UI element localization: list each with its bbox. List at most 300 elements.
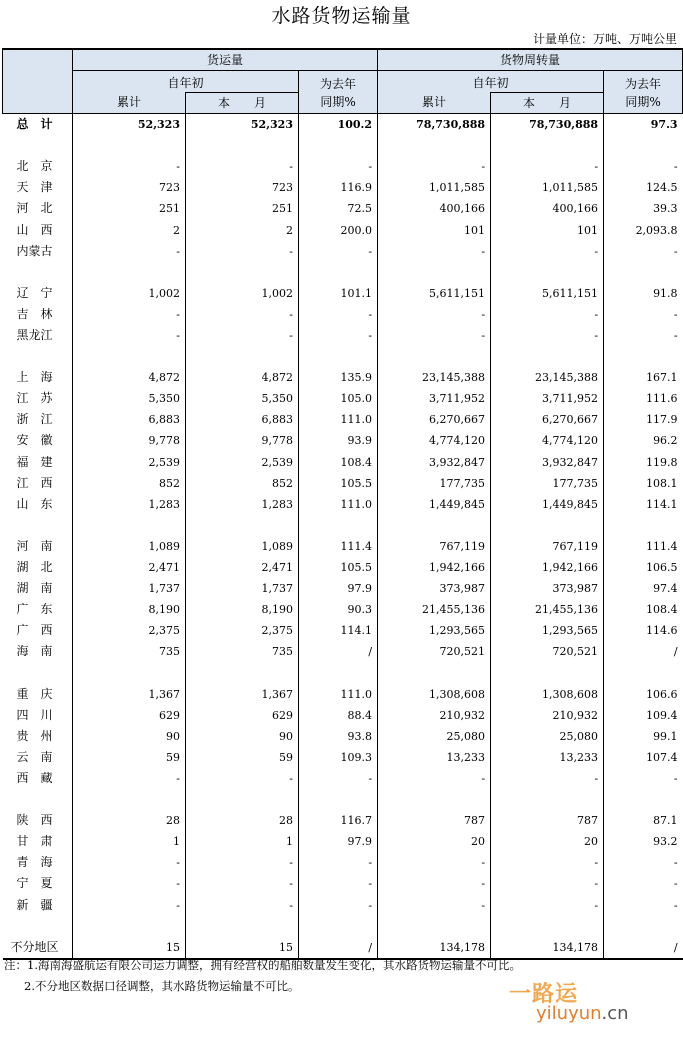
freight-ytd-cell: - bbox=[73, 768, 186, 789]
table-row bbox=[3, 831, 683, 852]
turnover-month-cell: 134,178 bbox=[491, 937, 604, 959]
turnover-month-cell: 3,932,847 bbox=[491, 452, 604, 473]
turnover-month-cell: 1,449,845 bbox=[491, 494, 604, 515]
turnover-month-cell: 13,233 bbox=[491, 747, 604, 768]
spacer-cell bbox=[186, 789, 299, 810]
turnover-ytd-cell: 25,080 bbox=[378, 726, 491, 747]
freight-month-cell: - bbox=[186, 304, 299, 325]
table-row bbox=[3, 852, 683, 873]
turnover-yoy-cell: 114.1 bbox=[604, 494, 683, 515]
freight-ytd-cell: 1,367 bbox=[73, 684, 186, 705]
watermark-domain bbox=[536, 1003, 629, 1024]
freight-ytd-cell: - bbox=[73, 873, 186, 894]
freight-yoy-cell: 105.5 bbox=[299, 557, 378, 578]
table-row bbox=[3, 684, 683, 705]
table-row bbox=[3, 705, 683, 726]
turnover-yoy-cell: 106.6 bbox=[604, 684, 683, 705]
freight-month-cell: 1,089 bbox=[186, 536, 299, 557]
region-cell: 湖 北 bbox=[16, 560, 53, 575]
spacer-cell bbox=[73, 789, 186, 810]
turnover-month-header: 本 月 bbox=[491, 93, 604, 114]
freight-yoy-cell: 111.0 bbox=[299, 409, 378, 430]
turnover-yoy-cell: 108.4 bbox=[604, 599, 683, 620]
spacer-cell bbox=[378, 262, 491, 283]
freight-month-cell: - bbox=[186, 894, 299, 915]
spacer-cell bbox=[186, 515, 299, 536]
spacer-cell bbox=[73, 916, 186, 937]
freight-yoy-cell: - bbox=[299, 894, 378, 915]
spacer-cell bbox=[299, 135, 378, 156]
spacer-cell bbox=[3, 916, 73, 937]
region-cell: 福 建 bbox=[16, 454, 53, 469]
region-cell: 天 津 bbox=[16, 180, 53, 195]
freight-month-cell: 52,323 bbox=[186, 114, 299, 136]
spacer-cell bbox=[604, 135, 683, 156]
page-title: 水路货物运输量 bbox=[271, 5, 412, 27]
spacer-cell bbox=[491, 135, 604, 156]
region-cell: 内蒙古 bbox=[16, 243, 53, 258]
turnover-yoy-cell: - bbox=[604, 894, 683, 915]
freight-month-cell: 629 bbox=[186, 705, 299, 726]
freight-month-cell: 59 bbox=[186, 747, 299, 768]
freight-ytd-cell: 1,089 bbox=[73, 536, 186, 557]
freight-ytd-cell: 5,350 bbox=[73, 388, 186, 409]
freight-month-cell: 4,872 bbox=[186, 367, 299, 388]
freight-month-cell: - bbox=[186, 241, 299, 262]
spacer-cell bbox=[73, 346, 186, 367]
table-row bbox=[3, 810, 683, 831]
turnover-ytd-cell: 21,455,136 bbox=[378, 599, 491, 620]
freight-yoy-cell: 105.0 bbox=[299, 388, 378, 409]
turnover-ytd-cell: 6,270,667 bbox=[378, 409, 491, 430]
turnover-yoy-cell: - bbox=[604, 304, 683, 325]
turnover-yoy-cell: 114.6 bbox=[604, 620, 683, 641]
turnover-month-cell: 210,932 bbox=[491, 705, 604, 726]
freight-yoy-cell: 200.0 bbox=[299, 219, 378, 240]
freight-yoy-cell: - bbox=[299, 852, 378, 873]
freight-month-cell: 735 bbox=[186, 641, 299, 662]
unit-label: 计量单位：万吨、万吨公里 bbox=[532, 32, 677, 46]
region-cell: 山 西 bbox=[16, 222, 53, 237]
freight-ytd-cell: 9,778 bbox=[73, 430, 186, 451]
freight-yoy-cell: - bbox=[299, 325, 378, 346]
table-row bbox=[3, 557, 683, 578]
freight-yoy-cell: - bbox=[299, 241, 378, 262]
turnover-yoy-cell: - bbox=[604, 873, 683, 894]
spacer-cell bbox=[73, 515, 186, 536]
turnover-yoy-cell: 39.3 bbox=[604, 198, 683, 219]
freight-yoy-cell: 105.5 bbox=[299, 473, 378, 494]
turnover-month-cell: 4,774,120 bbox=[491, 430, 604, 451]
freight-ytd-cell: - bbox=[73, 894, 186, 915]
freight-yoy-cell: 72.5 bbox=[299, 198, 378, 219]
freight-table bbox=[2, 48, 683, 960]
freight-yoy-cell: 88.4 bbox=[299, 705, 378, 726]
spacer-cell bbox=[378, 662, 491, 683]
turnover-month-cell: 1,011,585 bbox=[491, 177, 604, 198]
turnover-ytd-cell: - bbox=[378, 894, 491, 915]
spacer-cell bbox=[299, 262, 378, 283]
table-row bbox=[3, 325, 683, 346]
turnover-ytd-cell: 720,521 bbox=[378, 641, 491, 662]
turnover-month-cell: - bbox=[491, 241, 604, 262]
turnover-month-cell: - bbox=[491, 852, 604, 873]
region-cell: 山 东 bbox=[16, 496, 53, 511]
turnover-ytd-cell: - bbox=[378, 768, 491, 789]
table-row bbox=[3, 388, 683, 409]
spacer-cell bbox=[491, 515, 604, 536]
freight-ytd-cell: 4,872 bbox=[73, 367, 186, 388]
turnover-ytd-cell: 20 bbox=[378, 831, 491, 852]
region-cell: 浙 江 bbox=[16, 412, 53, 427]
freight-month-cell: 2,375 bbox=[186, 620, 299, 641]
freight-month-cell: 251 bbox=[186, 198, 299, 219]
turnover-month-cell: 787 bbox=[491, 810, 604, 831]
freight-month-cell: 723 bbox=[186, 177, 299, 198]
freight-ytd-cell: 251 bbox=[73, 198, 186, 219]
turnover-yoy-cell: / bbox=[604, 937, 683, 959]
spacer-row bbox=[3, 515, 683, 536]
freight-yoy-cell: 97.9 bbox=[299, 831, 378, 852]
watermark-domain-main: yiluyun bbox=[536, 1003, 602, 1024]
turnover-month-cell: 78,730,888 bbox=[491, 114, 604, 136]
watermark-brand: 一路运 bbox=[509, 982, 579, 1007]
turnover-yoy-cell: 108.1 bbox=[604, 473, 683, 494]
table-row bbox=[3, 473, 683, 494]
region-cell: 安 徽 bbox=[16, 433, 53, 448]
region-cell: 云 南 bbox=[16, 749, 53, 764]
freight-month-cell: 1,737 bbox=[186, 578, 299, 599]
turnover-ytd-cell: 1,942,166 bbox=[378, 557, 491, 578]
turnover-yoy-cell: - bbox=[604, 241, 683, 262]
turnover-month-cell: - bbox=[491, 304, 604, 325]
freight-yoy-cell: 135.9 bbox=[299, 367, 378, 388]
freight-month-cell: 1,002 bbox=[186, 283, 299, 304]
watermark-domain-suffix: .cn bbox=[601, 1003, 629, 1024]
region-cell: 重 庆 bbox=[16, 686, 53, 701]
freight-yoy-cell: - bbox=[299, 304, 378, 325]
turnover-yoy-cell: 111.4 bbox=[604, 536, 683, 557]
freight-ytd-cell: 1,002 bbox=[73, 283, 186, 304]
freight-month-cell: 6,883 bbox=[186, 409, 299, 430]
freight-yoy-cell: / bbox=[299, 641, 378, 662]
region-cell: 江 西 bbox=[16, 475, 53, 490]
spacer-cell bbox=[186, 662, 299, 683]
freight-yoy-cell: 101.1 bbox=[299, 283, 378, 304]
region-header-cell bbox=[3, 49, 73, 114]
turnover-month-cell: - bbox=[491, 873, 604, 894]
freight-month-header: 本 月 bbox=[186, 93, 299, 114]
table-row bbox=[3, 367, 683, 388]
freight-month-cell: 90 bbox=[186, 726, 299, 747]
freight-ytd-cell: 2,471 bbox=[73, 557, 186, 578]
turnover-ytd-cell: 787 bbox=[378, 810, 491, 831]
spacer-cell bbox=[73, 262, 186, 283]
turnover-month-cell: 720,521 bbox=[491, 641, 604, 662]
spacer-cell bbox=[491, 262, 604, 283]
spacer-cell bbox=[491, 916, 604, 937]
spacer-cell bbox=[299, 662, 378, 683]
turnover-month-cell: 20 bbox=[491, 831, 604, 852]
freight-yoy-cell: - bbox=[299, 768, 378, 789]
turnover-month-cell: - bbox=[491, 325, 604, 346]
region-cell: 总 计 bbox=[3, 114, 73, 136]
spacer-cell bbox=[378, 135, 491, 156]
spacer-cell bbox=[378, 346, 491, 367]
table-body bbox=[3, 114, 683, 959]
region-cell: 西 藏 bbox=[16, 770, 53, 785]
turnover-month-cell: 177,735 bbox=[491, 473, 604, 494]
freight-ytd-cell: - bbox=[73, 852, 186, 873]
turnover-month-cell: 373,987 bbox=[491, 578, 604, 599]
table-row bbox=[3, 726, 683, 747]
turnover-yoy-header-top: 为去年 bbox=[604, 71, 683, 93]
table-row bbox=[3, 452, 683, 473]
freight-ytd-cell: 735 bbox=[73, 641, 186, 662]
freight-yoy-cell: 93.9 bbox=[299, 430, 378, 451]
footnotes bbox=[4, 955, 521, 997]
freight-ytd-cell: 2,375 bbox=[73, 620, 186, 641]
freight-month-cell: - bbox=[186, 156, 299, 177]
turnover-ytd-header: 自年初 bbox=[378, 71, 604, 93]
turnover-ytd-cell: 3,711,952 bbox=[378, 388, 491, 409]
spacer-cell bbox=[299, 916, 378, 937]
region-cell: 四 川 bbox=[16, 707, 53, 722]
spacer-cell bbox=[3, 346, 73, 367]
turnover-ytd-cell: 78,730,888 bbox=[378, 114, 491, 136]
turnover-ytd-cell: 1,293,565 bbox=[378, 620, 491, 641]
spacer-cell bbox=[3, 262, 73, 283]
freight-ytd-header: 自年初 bbox=[73, 71, 299, 93]
freight-yoy-header-top: 为去年 bbox=[299, 71, 378, 93]
turnover-yoy-cell: - bbox=[604, 852, 683, 873]
freight-ytd-cell: 8,190 bbox=[73, 599, 186, 620]
table-row bbox=[3, 494, 683, 515]
table-row bbox=[3, 156, 683, 177]
turnover-month-cell: - bbox=[491, 768, 604, 789]
freight-ytd-cell: 52,323 bbox=[73, 114, 186, 136]
freight-yoy-cell: 93.8 bbox=[299, 726, 378, 747]
freight-yoy-header-bottom: 同期% bbox=[299, 93, 378, 114]
freight-group-header: 货运量 bbox=[73, 49, 378, 71]
freight-ytd-cell: 723 bbox=[73, 177, 186, 198]
spacer-cell bbox=[299, 346, 378, 367]
spacer-cell bbox=[186, 346, 299, 367]
turnover-yoy-cell: 99.1 bbox=[604, 726, 683, 747]
freight-ytd-cell: 15 bbox=[73, 937, 186, 959]
freight-cumulative-header: 累计 bbox=[73, 93, 186, 114]
spacer-cell bbox=[604, 662, 683, 683]
table-row bbox=[3, 409, 683, 430]
turnover-ytd-cell: 1,308,608 bbox=[378, 684, 491, 705]
turnover-month-cell: 23,145,388 bbox=[491, 367, 604, 388]
freight-yoy-cell: 90.3 bbox=[299, 599, 378, 620]
freight-yoy-cell: 111.0 bbox=[299, 494, 378, 515]
turnover-yoy-cell: 109.4 bbox=[604, 705, 683, 726]
turnover-ytd-cell: 134,178 bbox=[378, 937, 491, 959]
turnover-yoy-cell: 111.6 bbox=[604, 388, 683, 409]
footnote-2: 2.不分地区数据口径调整，其水路货物运输量不可比。 bbox=[24, 979, 300, 993]
region-cell: 青 海 bbox=[16, 855, 53, 870]
turnover-yoy-cell: 106.5 bbox=[604, 557, 683, 578]
turnover-yoy-cell: 167.1 bbox=[604, 367, 683, 388]
turnover-yoy-cell: 2,093.8 bbox=[604, 219, 683, 240]
region-cell: 甘 肃 bbox=[16, 834, 53, 849]
freight-yoy-cell: - bbox=[299, 873, 378, 894]
turnover-yoy-cell: 119.8 bbox=[604, 452, 683, 473]
freight-month-cell: 15 bbox=[186, 937, 299, 959]
turnover-ytd-cell: 23,145,388 bbox=[378, 367, 491, 388]
freight-ytd-cell: - bbox=[73, 241, 186, 262]
region-cell: 陕 西 bbox=[16, 813, 53, 828]
turnover-ytd-cell: 3,932,847 bbox=[378, 452, 491, 473]
spacer-cell bbox=[491, 789, 604, 810]
turnover-month-cell: 21,455,136 bbox=[491, 599, 604, 620]
freight-month-cell: 2,539 bbox=[186, 452, 299, 473]
spacer-row bbox=[3, 135, 683, 156]
freight-month-cell: - bbox=[186, 325, 299, 346]
spacer-cell bbox=[186, 916, 299, 937]
turnover-ytd-cell: 5,611,151 bbox=[378, 283, 491, 304]
turnover-month-cell: 767,119 bbox=[491, 536, 604, 557]
region-cell: 吉 林 bbox=[16, 306, 53, 321]
turnover-month-cell: 6,270,667 bbox=[491, 409, 604, 430]
region-cell: 海 南 bbox=[16, 644, 53, 659]
region-cell: 河 北 bbox=[16, 201, 53, 216]
spacer-row bbox=[3, 262, 683, 283]
turnover-yoy-cell: 91.8 bbox=[604, 283, 683, 304]
freight-ytd-cell: 2 bbox=[73, 219, 186, 240]
turnover-yoy-cell: 107.4 bbox=[604, 747, 683, 768]
region-cell: 不分地区 bbox=[3, 937, 73, 959]
spacer-cell bbox=[378, 916, 491, 937]
region-cell: 黑龙江 bbox=[16, 327, 53, 342]
freight-month-cell: - bbox=[186, 768, 299, 789]
table-row bbox=[3, 620, 683, 641]
freight-month-cell: 8,190 bbox=[186, 599, 299, 620]
region-cell: 北 京 bbox=[16, 159, 53, 174]
table-row bbox=[3, 304, 683, 325]
turnover-yoy-cell: 97.3 bbox=[604, 114, 683, 136]
table-row bbox=[3, 283, 683, 304]
spacer-cell bbox=[73, 135, 186, 156]
spacer-cell bbox=[378, 515, 491, 536]
freight-ytd-cell: 1,737 bbox=[73, 578, 186, 599]
spacer-cell bbox=[491, 346, 604, 367]
spacer-cell bbox=[378, 789, 491, 810]
turnover-month-cell: 5,611,151 bbox=[491, 283, 604, 304]
table-row bbox=[3, 599, 683, 620]
turnover-yoy-cell: - bbox=[604, 156, 683, 177]
turnover-group-header: 货物周转量 bbox=[378, 49, 683, 71]
freight-yoy-cell: - bbox=[299, 156, 378, 177]
spacer-cell bbox=[186, 262, 299, 283]
freight-ytd-cell: 852 bbox=[73, 473, 186, 494]
table-row bbox=[3, 578, 683, 599]
region-cell: 新 疆 bbox=[16, 897, 53, 912]
turnover-month-cell: 3,711,952 bbox=[491, 388, 604, 409]
freight-yoy-cell: 97.9 bbox=[299, 578, 378, 599]
turnover-month-cell: - bbox=[491, 894, 604, 915]
region-cell: 广 西 bbox=[16, 623, 53, 638]
freight-ytd-cell: 28 bbox=[73, 810, 186, 831]
table-row bbox=[3, 768, 683, 789]
spacer-row bbox=[3, 916, 683, 937]
turnover-yoy-cell: 117.9 bbox=[604, 409, 683, 430]
table-row bbox=[3, 894, 683, 915]
region-cell: 江 苏 bbox=[16, 391, 53, 406]
table-row bbox=[3, 430, 683, 451]
turnover-ytd-cell: - bbox=[378, 873, 491, 894]
turnover-ytd-cell: 373,987 bbox=[378, 578, 491, 599]
turnover-month-cell: 400,166 bbox=[491, 198, 604, 219]
spacer-cell bbox=[186, 135, 299, 156]
turnover-month-cell: 1,942,166 bbox=[491, 557, 604, 578]
spacer-cell bbox=[604, 515, 683, 536]
freight-yoy-cell: 116.7 bbox=[299, 810, 378, 831]
spacer-cell bbox=[604, 346, 683, 367]
freight-ytd-cell: 629 bbox=[73, 705, 186, 726]
spacer-row bbox=[3, 789, 683, 810]
table-row bbox=[3, 873, 683, 894]
spacer-cell bbox=[3, 789, 73, 810]
turnover-ytd-cell: - bbox=[378, 852, 491, 873]
spacer-cell bbox=[299, 515, 378, 536]
turnover-ytd-cell: 4,774,120 bbox=[378, 430, 491, 451]
turnover-ytd-cell: - bbox=[378, 156, 491, 177]
table-row bbox=[3, 747, 683, 768]
turnover-ytd-cell: 13,233 bbox=[378, 747, 491, 768]
turnover-ytd-cell: 1,449,845 bbox=[378, 494, 491, 515]
freight-yoy-cell: 111.4 bbox=[299, 536, 378, 557]
spacer-cell bbox=[3, 662, 73, 683]
turnover-ytd-cell: 767,119 bbox=[378, 536, 491, 557]
turnover-month-cell: - bbox=[491, 156, 604, 177]
spacer-row bbox=[3, 662, 683, 683]
turnover-month-cell: 1,308,608 bbox=[491, 684, 604, 705]
region-cell: 广 东 bbox=[16, 602, 53, 617]
freight-yoy-cell: 109.3 bbox=[299, 747, 378, 768]
table-row bbox=[3, 198, 683, 219]
turnover-yoy-cell: - bbox=[604, 768, 683, 789]
turnover-yoy-header-bottom: 同期% bbox=[604, 93, 683, 114]
table-row bbox=[3, 536, 683, 557]
spacer-cell bbox=[299, 789, 378, 810]
region-cell: 辽 宁 bbox=[16, 285, 53, 300]
freight-month-cell: 2,471 bbox=[186, 557, 299, 578]
freight-ytd-cell: 2,539 bbox=[73, 452, 186, 473]
turnover-ytd-cell: 400,166 bbox=[378, 198, 491, 219]
spacer-cell bbox=[604, 262, 683, 283]
turnover-ytd-cell: - bbox=[378, 304, 491, 325]
freight-yoy-cell: 114.1 bbox=[299, 620, 378, 641]
freight-month-cell: 1,367 bbox=[186, 684, 299, 705]
turnover-month-cell: 101 bbox=[491, 219, 604, 240]
freight-month-cell: - bbox=[186, 873, 299, 894]
spacer-cell bbox=[604, 916, 683, 937]
turnover-yoy-cell: 97.4 bbox=[604, 578, 683, 599]
freight-month-cell: 2 bbox=[186, 219, 299, 240]
freight-yoy-cell: 111.0 bbox=[299, 684, 378, 705]
region-cell: 贵 州 bbox=[16, 728, 53, 743]
spacer-cell bbox=[73, 662, 186, 683]
spacer-cell bbox=[3, 515, 73, 536]
freight-yoy-cell: / bbox=[299, 937, 378, 959]
freight-ytd-cell: - bbox=[73, 325, 186, 346]
freight-ytd-cell: 1,283 bbox=[73, 494, 186, 515]
turnover-ytd-cell: - bbox=[378, 325, 491, 346]
freight-ytd-cell: - bbox=[73, 156, 186, 177]
